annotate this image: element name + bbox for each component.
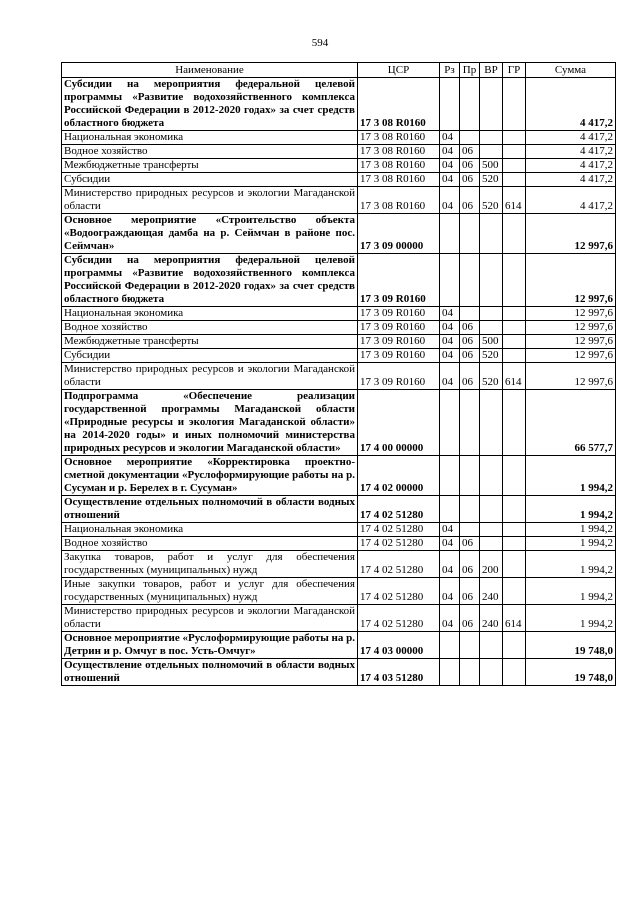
header-gr: ГР [503, 63, 526, 78]
cell-csr: 17 3 08 R0160 [358, 78, 440, 131]
cell-pr: 06 [460, 537, 480, 551]
cell-sum: 1 994,2 [526, 496, 616, 523]
cell-rz: 04 [440, 537, 460, 551]
cell-gr [503, 335, 526, 349]
cell-gr [503, 537, 526, 551]
cell-gr [503, 307, 526, 321]
cell-name: Национальная экономика [62, 131, 358, 145]
cell-rz: 04 [440, 131, 460, 145]
cell-sum: 12 997,6 [526, 307, 616, 321]
cell-csr: 17 4 00 00000 [358, 390, 440, 456]
cell-name: Иные закупки товаров, работ и услуг для обеспечения государственных (муниципальных) нужд [62, 578, 358, 605]
cell-rz: 04 [440, 159, 460, 173]
cell-name: Осуществление отдельных полномочий в области водных отношений [62, 659, 358, 686]
cell-gr [503, 254, 526, 307]
cell-sum: 4 417,2 [526, 173, 616, 187]
table-header-row [62, 63, 616, 78]
header-name: Наименование [62, 63, 358, 78]
table-row [62, 187, 616, 214]
cell-vr [480, 456, 503, 496]
cell-sum: 19 748,0 [526, 632, 616, 659]
cell-sum: 12 997,6 [526, 363, 616, 390]
table-row [62, 335, 616, 349]
table-row [62, 173, 616, 187]
cell-rz: 04 [440, 605, 460, 632]
cell-sum: 1 994,2 [526, 537, 616, 551]
cell-rz [440, 390, 460, 456]
table-row [62, 659, 616, 686]
cell-pr [460, 254, 480, 307]
cell-rz: 04 [440, 335, 460, 349]
cell-csr: 17 4 02 51280 [358, 578, 440, 605]
cell-pr: 06 [460, 605, 480, 632]
cell-pr [460, 131, 480, 145]
cell-pr [460, 214, 480, 254]
cell-vr: 500 [480, 159, 503, 173]
cell-name: Министерство природных ресурсов и экологии Магаданской области [62, 605, 358, 632]
cell-csr: 17 3 08 R0160 [358, 187, 440, 214]
cell-pr: 06 [460, 159, 480, 173]
cell-pr: 06 [460, 145, 480, 159]
cell-name: Министерство природных ресурсов и экологии Магаданской области [62, 363, 358, 390]
table-row [62, 349, 616, 363]
cell-sum: 4 417,2 [526, 145, 616, 159]
table-row [62, 496, 616, 523]
cell-csr: 17 3 09 R0160 [358, 321, 440, 335]
cell-name: Национальная экономика [62, 523, 358, 537]
cell-sum: 1 994,2 [526, 578, 616, 605]
cell-gr: 614 [503, 187, 526, 214]
cell-pr [460, 307, 480, 321]
cell-csr: 17 3 08 R0160 [358, 159, 440, 173]
header-pr: Пр [460, 63, 480, 78]
cell-csr: 17 3 08 R0160 [358, 145, 440, 159]
cell-gr [503, 390, 526, 456]
table-row [62, 145, 616, 159]
cell-rz: 04 [440, 523, 460, 537]
cell-rz: 04 [440, 363, 460, 390]
cell-gr [503, 659, 526, 686]
cell-name: Подпрограмма «Обеспечение реализации государственной программы Магаданской области «Природные ресурсы и экология Магаданской области» на 2014-2020 годы» и иных полномочий министерства природных ресурсов и экологии Магаданской области» [62, 390, 358, 456]
cell-vr: 240 [480, 605, 503, 632]
cell-rz: 04 [440, 321, 460, 335]
cell-gr [503, 214, 526, 254]
cell-sum: 4 417,2 [526, 131, 616, 145]
cell-sum: 1 994,2 [526, 605, 616, 632]
cell-vr [480, 78, 503, 131]
table-row [62, 131, 616, 145]
cell-gr [503, 173, 526, 187]
cell-pr: 06 [460, 349, 480, 363]
cell-csr: 17 4 03 00000 [358, 632, 440, 659]
cell-gr [503, 349, 526, 363]
cell-gr [503, 456, 526, 496]
cell-vr: 240 [480, 578, 503, 605]
cell-vr [480, 523, 503, 537]
table-row [62, 605, 616, 632]
cell-vr [480, 254, 503, 307]
cell-gr [503, 159, 526, 173]
cell-vr: 200 [480, 551, 503, 578]
cell-rz [440, 659, 460, 686]
cell-rz: 04 [440, 187, 460, 214]
cell-gr [503, 578, 526, 605]
cell-name: Национальная экономика [62, 307, 358, 321]
table-row [62, 214, 616, 254]
cell-rz: 04 [440, 173, 460, 187]
cell-csr: 17 4 03 51280 [358, 659, 440, 686]
table-row [62, 307, 616, 321]
cell-rz [440, 214, 460, 254]
cell-pr [460, 659, 480, 686]
cell-gr [503, 145, 526, 159]
cell-rz: 04 [440, 307, 460, 321]
cell-vr: 520 [480, 363, 503, 390]
cell-vr [480, 659, 503, 686]
cell-pr [460, 78, 480, 131]
cell-name: Межбюджетные трансферты [62, 335, 358, 349]
cell-name: Осуществление отдельных полномочий в области водных отношений [62, 496, 358, 523]
cell-sum: 12 997,6 [526, 335, 616, 349]
table-row [62, 537, 616, 551]
cell-vr: 520 [480, 349, 503, 363]
cell-rz: 04 [440, 551, 460, 578]
cell-rz [440, 78, 460, 131]
cell-sum: 4 417,2 [526, 187, 616, 214]
cell-sum: 12 997,6 [526, 254, 616, 307]
cell-pr: 06 [460, 187, 480, 214]
cell-sum: 12 997,6 [526, 321, 616, 335]
cell-pr [460, 632, 480, 659]
cell-name: Водное хозяйство [62, 537, 358, 551]
cell-vr: 500 [480, 335, 503, 349]
cell-vr [480, 131, 503, 145]
table-row [62, 551, 616, 578]
cell-pr: 06 [460, 321, 480, 335]
cell-gr [503, 78, 526, 131]
cell-vr [480, 321, 503, 335]
cell-csr: 17 3 09 R0160 [358, 335, 440, 349]
table-row [62, 159, 616, 173]
table-row [62, 390, 616, 456]
cell-rz [440, 254, 460, 307]
cell-csr: 17 4 02 00000 [358, 456, 440, 496]
cell-vr [480, 307, 503, 321]
cell-name: Основное мероприятие «Строительство объекта «Водоограждающая дамба на р. Сеймчан в районе пос. Сеймчан» [62, 214, 358, 254]
cell-gr [503, 551, 526, 578]
cell-sum: 1 994,2 [526, 523, 616, 537]
cell-name: Субсидии [62, 349, 358, 363]
cell-csr: 17 4 02 51280 [358, 537, 440, 551]
header-sum: Сумма [526, 63, 616, 78]
cell-pr: 06 [460, 551, 480, 578]
table-row [62, 578, 616, 605]
cell-name: Водное хозяйство [62, 321, 358, 335]
page-number: 594 [311, 37, 329, 49]
header-vr: ВР [480, 63, 503, 78]
table-row [62, 523, 616, 537]
cell-sum: 12 997,6 [526, 214, 616, 254]
cell-csr: 17 4 02 51280 [358, 551, 440, 578]
table-row [62, 321, 616, 335]
cell-vr [480, 632, 503, 659]
cell-vr [480, 390, 503, 456]
cell-csr: 17 3 09 R0160 [358, 349, 440, 363]
cell-name: Закупка товаров, работ и услуг для обеспечения государственных (муниципальных) нужд [62, 551, 358, 578]
cell-rz: 04 [440, 349, 460, 363]
header-rz: Рз [440, 63, 460, 78]
cell-rz [440, 496, 460, 523]
cell-vr [480, 214, 503, 254]
cell-csr: 17 3 09 R0160 [358, 363, 440, 390]
cell-csr: 17 3 09 00000 [358, 214, 440, 254]
cell-pr: 06 [460, 335, 480, 349]
cell-gr [503, 321, 526, 335]
cell-sum: 4 417,2 [526, 159, 616, 173]
table-row [62, 456, 616, 496]
cell-rz [440, 456, 460, 496]
cell-pr: 06 [460, 578, 480, 605]
cell-csr: 17 3 09 R0160 [358, 254, 440, 307]
cell-pr [460, 496, 480, 523]
cell-vr: 520 [480, 187, 503, 214]
cell-vr: 520 [480, 173, 503, 187]
cell-sum: 1 994,2 [526, 456, 616, 496]
cell-name: Субсидии [62, 173, 358, 187]
cell-csr: 17 3 09 R0160 [358, 307, 440, 321]
table-row [62, 363, 616, 390]
cell-csr: 17 4 02 51280 [358, 496, 440, 523]
cell-gr: 614 [503, 363, 526, 390]
table-row [62, 78, 616, 131]
cell-name: Субсидии на мероприятия федеральной целевой программы «Развитие водохозяйственного комплекса Российской Федерации в 2012-2020 годах» за счет средств областного бюджета [62, 254, 358, 307]
cell-pr [460, 456, 480, 496]
table-row [62, 632, 616, 659]
cell-csr: 17 3 08 R0160 [358, 173, 440, 187]
cell-pr [460, 390, 480, 456]
cell-name: Субсидии на мероприятия федеральной целевой программы «Развитие водохозяйственного комплекса Российской Федерации в 2012-2020 годах» за счет средств областного бюджета [62, 78, 358, 131]
cell-pr [460, 523, 480, 537]
cell-gr [503, 496, 526, 523]
cell-csr: 17 3 08 R0160 [358, 131, 440, 145]
cell-sum: 4 417,2 [526, 78, 616, 131]
cell-rz: 04 [440, 578, 460, 605]
cell-name: Основное мероприятие «Руслоформирующие работы на р. Детрин и р. Омчуг в пос. Усть-Омчуг» [62, 632, 358, 659]
cell-sum: 12 997,6 [526, 349, 616, 363]
cell-name: Водное хозяйство [62, 145, 358, 159]
cell-vr [480, 145, 503, 159]
cell-name: Министерство природных ресурсов и экологии Магаданской области [62, 187, 358, 214]
cell-name: Основное мероприятие «Корректировка проектно-сметной документации «Руслоформирующие работы на р. Сусуман и р. Берелех в г. Сусуман» [62, 456, 358, 496]
cell-rz [440, 632, 460, 659]
cell-gr [503, 523, 526, 537]
cell-rz: 04 [440, 145, 460, 159]
budget-table [61, 62, 616, 686]
cell-gr [503, 131, 526, 145]
header-csr: ЦСР [358, 63, 440, 78]
cell-sum: 19 748,0 [526, 659, 616, 686]
cell-sum: 66 577,7 [526, 390, 616, 456]
cell-csr: 17 4 02 51280 [358, 605, 440, 632]
cell-name: Межбюджетные трансферты [62, 159, 358, 173]
cell-vr [480, 537, 503, 551]
cell-sum: 1 994,2 [526, 551, 616, 578]
cell-pr: 06 [460, 173, 480, 187]
cell-gr [503, 632, 526, 659]
cell-vr [480, 496, 503, 523]
cell-csr: 17 4 02 51280 [358, 523, 440, 537]
cell-gr: 614 [503, 605, 526, 632]
table-row [62, 254, 616, 307]
cell-pr: 06 [460, 363, 480, 390]
